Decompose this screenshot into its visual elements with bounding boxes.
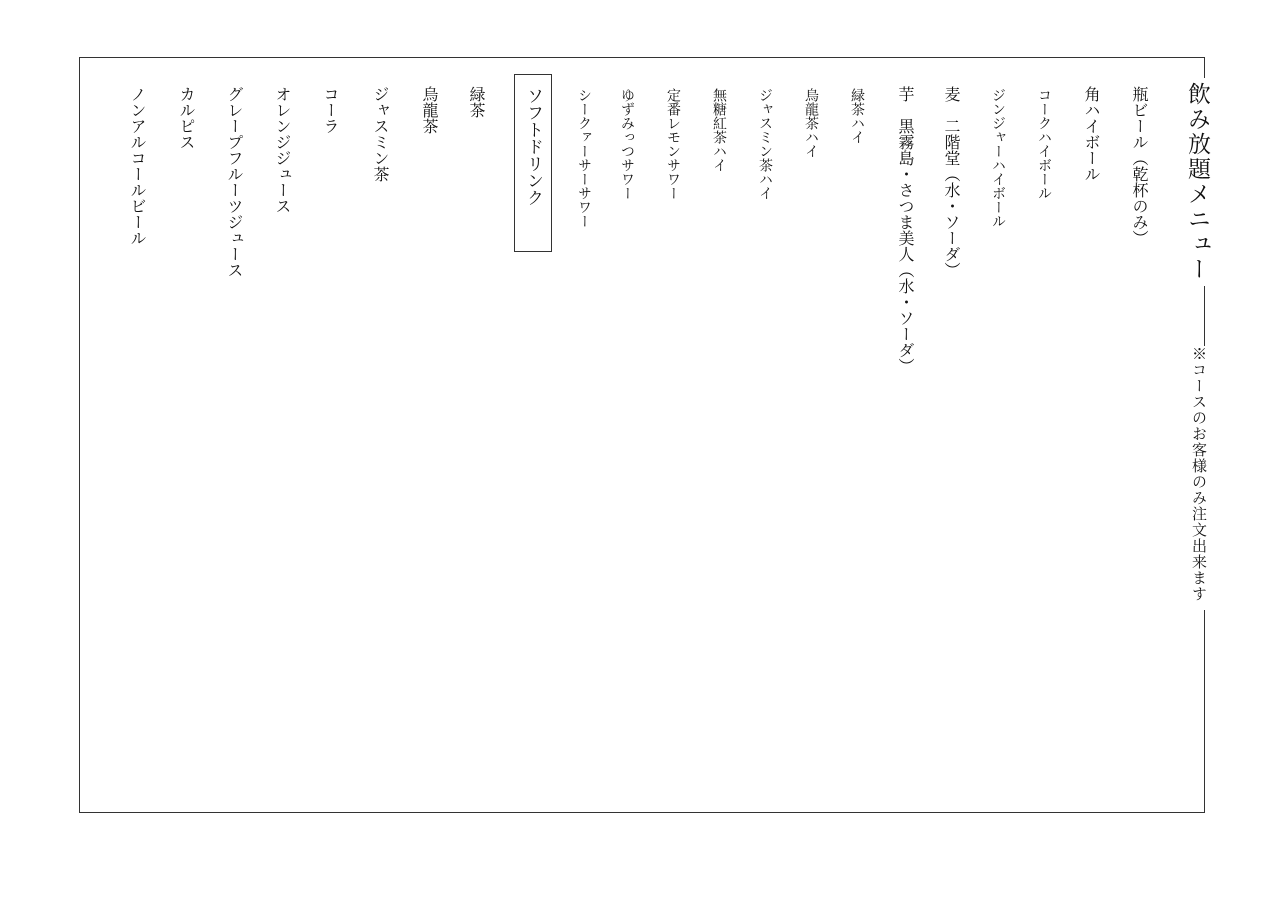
menu-item: ジャスミン茶ハイ <box>757 88 773 200</box>
menu-item: 緑茶 <box>467 86 486 118</box>
menu-title: 飲み放題メニュー <box>1185 78 1208 286</box>
menu-item: 定番レモンサワー <box>665 88 681 200</box>
menu-item: 麦 二階堂（水・ソーダ） <box>942 86 961 278</box>
menu-item: ゆずみっつサワー <box>619 88 635 200</box>
menu-item: 角ハイボール <box>1082 86 1101 182</box>
menu-item: ジンジャーハイボール <box>990 88 1006 228</box>
menu-item: 無糖紅茶ハイ <box>711 88 727 172</box>
menu-item: 瓶ビール（乾杯のみ） <box>1130 86 1149 246</box>
menu-item: コーラ <box>321 86 340 134</box>
menu-item: オレンジジュース <box>273 86 292 214</box>
menu-item: 烏龍茶ハイ <box>803 88 819 158</box>
soft-drink-heading-box <box>514 74 552 252</box>
menu-item: 芋 黒霧島・さつま美人（水・ソーダ） <box>896 86 915 374</box>
menu-item: コークハイボール <box>1036 88 1052 200</box>
menu-item: 烏龍茶 <box>420 86 439 134</box>
menu-item: 緑茶ハイ <box>849 88 865 144</box>
menu-item: ジャスミン茶 <box>371 86 390 182</box>
menu-item: カルピス <box>177 86 196 150</box>
soft-drink-heading: ソフトドリンク <box>523 87 543 206</box>
menu-item: グレープフルーツジュース <box>225 86 244 278</box>
menu-note: ※コースのお客様のみ注文出来ます <box>1191 346 1206 610</box>
menu-item: シークァーサーサワー <box>576 88 592 228</box>
menu-item: ノンアルコールビール <box>128 86 147 246</box>
